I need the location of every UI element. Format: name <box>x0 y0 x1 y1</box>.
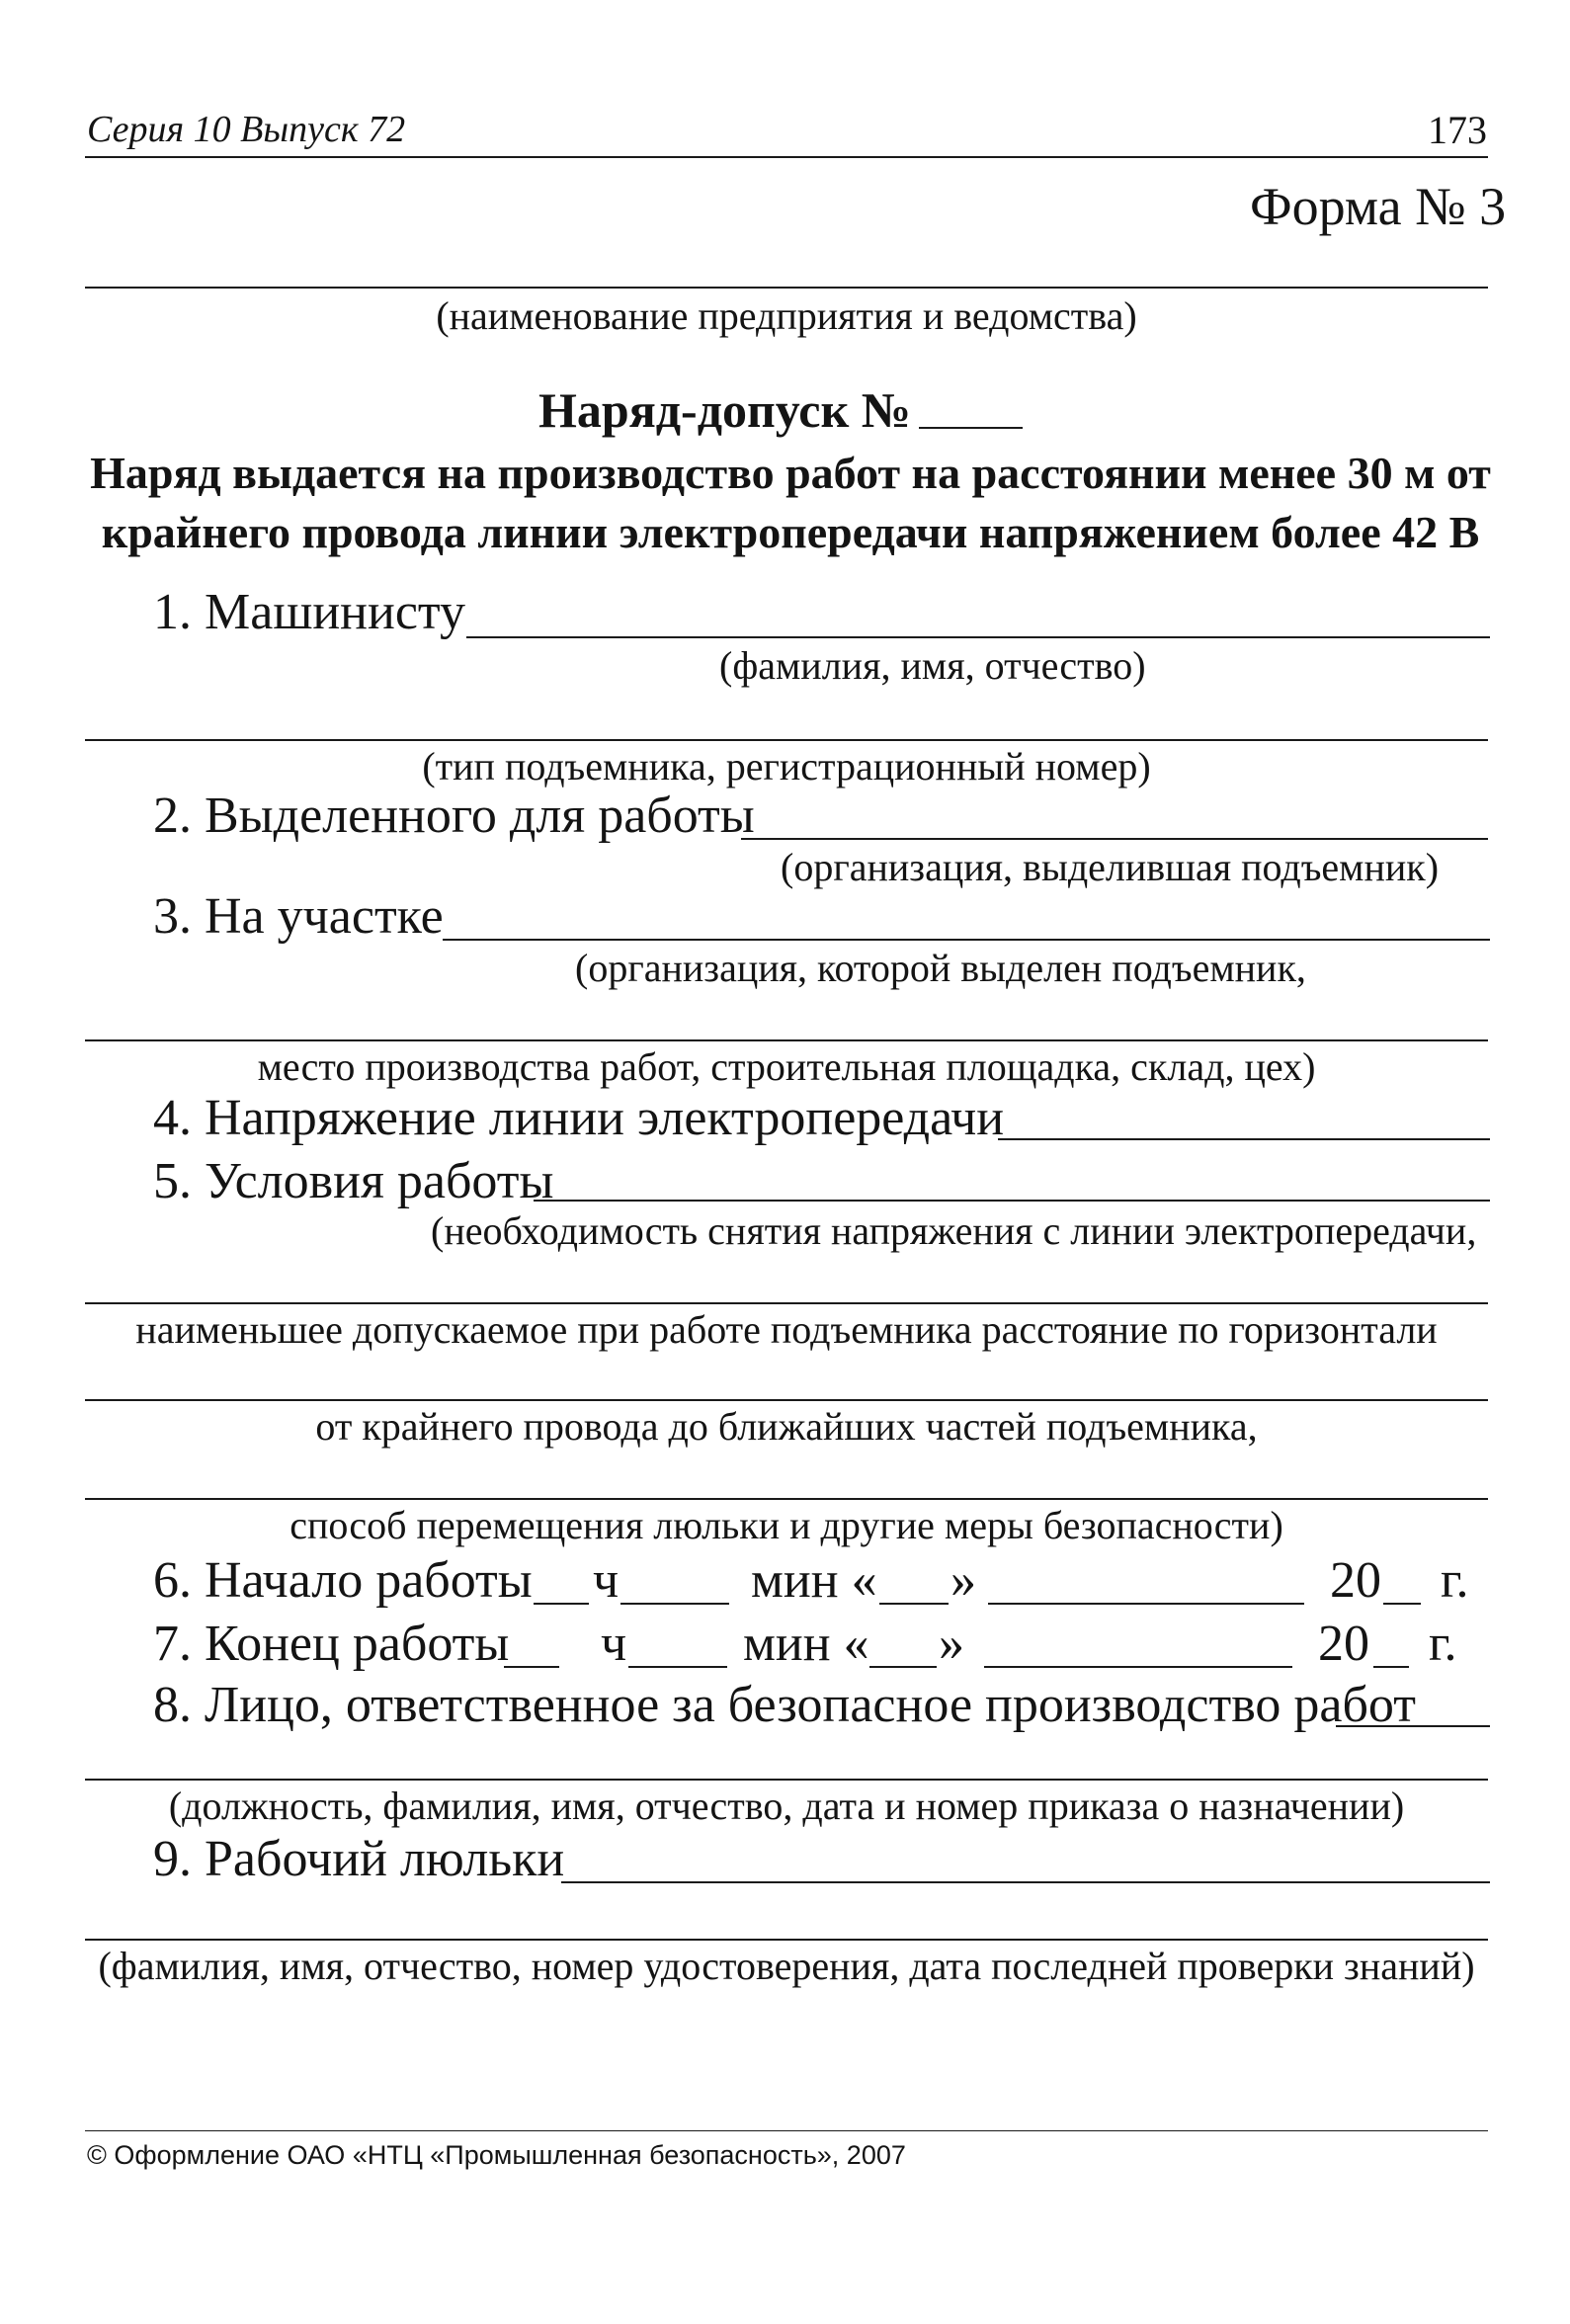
running-header-series: Серия 10 Выпуск 72 <box>87 109 406 150</box>
item-7-month-blank[interactable] <box>984 1666 1292 1668</box>
item-4-voltage-field[interactable] <box>998 1138 1490 1140</box>
item-3-field[interactable] <box>443 939 1490 941</box>
item-9-line-2[interactable] <box>85 1939 1488 1941</box>
item-3-label: 3. На участке <box>153 888 444 945</box>
item-5-label: 5. Условия работы <box>153 1153 554 1209</box>
item-6-year-prefix: 20 <box>1330 1552 1381 1609</box>
item-6-year-suffix: г. <box>1441 1552 1469 1609</box>
item-3-caption-2: место производства работ, строительная площадка, склад, цех) <box>257 1044 1316 1089</box>
item-7-day-blank[interactable] <box>869 1666 937 1668</box>
item-6-year-blank[interactable] <box>1383 1603 1421 1605</box>
item-2-field[interactable] <box>741 838 1488 840</box>
item-4-label: 4. Напряжение линии электропередачи <box>153 1090 1005 1146</box>
item-7-year-prefix: 20 <box>1318 1616 1369 1672</box>
header-rule <box>85 156 1488 158</box>
item-5-caption-4: способ перемещения люльки и другие меры безопасности) <box>289 1503 1283 1547</box>
item-5-caption-1: (необходимость снятия напряжения с линии электропередачи, <box>431 1208 1477 1253</box>
item-2-caption: (организация, выделившая подъемник) <box>781 845 1440 889</box>
item-9-label: 9. Рабочий люльки <box>153 1831 565 1887</box>
item-5-caption-2: наименьшее допускаемое при работе подъемника расстояние по горизонтали <box>135 1307 1438 1352</box>
item-7-minutes-blank[interactable] <box>628 1666 727 1668</box>
item-8-line-2[interactable] <box>85 1779 1488 1781</box>
item-7-year-blank[interactable] <box>1373 1666 1409 1668</box>
item-5-line-3[interactable] <box>85 1399 1488 1401</box>
item-7-hours-blank[interactable] <box>504 1666 559 1668</box>
org-name-caption: (наименование предприятия и ведомства) <box>436 293 1137 338</box>
item-7-hours-unit: ч <box>601 1616 627 1672</box>
item-8-caption: (должность, фамилия, имя, отчество, дата и номер приказа о назначении) <box>168 1784 1405 1828</box>
item-9-field[interactable] <box>561 1881 1490 1883</box>
form-label: Форма № 3 <box>1250 177 1507 236</box>
item-8-label: 8. Лицо, ответственное за безопасное производство работ <box>153 1677 1416 1733</box>
title-subline-2: крайнего провода линии электропередачи напряжением более 42 В <box>101 507 1480 557</box>
item-7-label: 7. Конец работы <box>153 1616 510 1672</box>
title-subline-1: Наряд выдается на производство работ на расстоянии менее 30 м от <box>90 448 1491 498</box>
item-3-caption-1: (организация, которой выделен подъемник, <box>575 946 1306 990</box>
page-number: 173 <box>1428 108 1487 152</box>
item-5-caption-3: от крайнего провода до ближайших частей подъемника, <box>315 1404 1258 1449</box>
item-5-field[interactable] <box>534 1200 1490 1202</box>
item-7-year-suffix: г. <box>1429 1616 1457 1672</box>
org-name-line[interactable] <box>85 287 1488 289</box>
item-6-minutes-unit: мин « <box>751 1552 877 1609</box>
item-1-label: 1. Машинисту <box>153 584 465 640</box>
permit-number-blank[interactable] <box>919 427 1023 429</box>
item-1-caption-fio: (фамилия, имя, отчество) <box>719 643 1146 688</box>
item-7-quote-close: » <box>939 1616 964 1672</box>
item-5-line-4[interactable] <box>85 1498 1488 1500</box>
item-6-hours-blank[interactable] <box>534 1603 589 1605</box>
item-7-minutes-unit: мин « <box>743 1616 869 1672</box>
item-6-quote-close: » <box>950 1552 976 1609</box>
item-1-lift-line[interactable] <box>85 739 1488 741</box>
item-6-day-blank[interactable] <box>879 1603 949 1605</box>
item-9-caption: (фамилия, имя, отчество, номер удостоверения, дата последней проверки знаний) <box>98 1944 1475 1988</box>
item-5-line-2[interactable] <box>85 1302 1488 1304</box>
item-2-label: 2. Выделенного для работы <box>153 788 755 844</box>
footer-rule <box>85 2130 1488 2131</box>
item-8-field[interactable] <box>1336 1725 1490 1727</box>
item-3-place-line[interactable] <box>85 1039 1488 1041</box>
item-1-caption-lift: (тип подъемника, регистрационный номер) <box>422 744 1151 788</box>
item-6-label: 6. Начало работы <box>153 1552 533 1609</box>
item-6-hours-unit: ч <box>593 1552 620 1609</box>
item-6-minutes-blank[interactable] <box>620 1603 729 1605</box>
item-6-month-blank[interactable] <box>988 1603 1304 1605</box>
item-1-operator-field[interactable] <box>466 636 1490 638</box>
document-title: Наряд-допуск № <box>538 382 912 438</box>
copyright-footer: © Оформление ОАО «НТЦ «Промышленная безопасность», 2007 <box>87 2140 906 2170</box>
